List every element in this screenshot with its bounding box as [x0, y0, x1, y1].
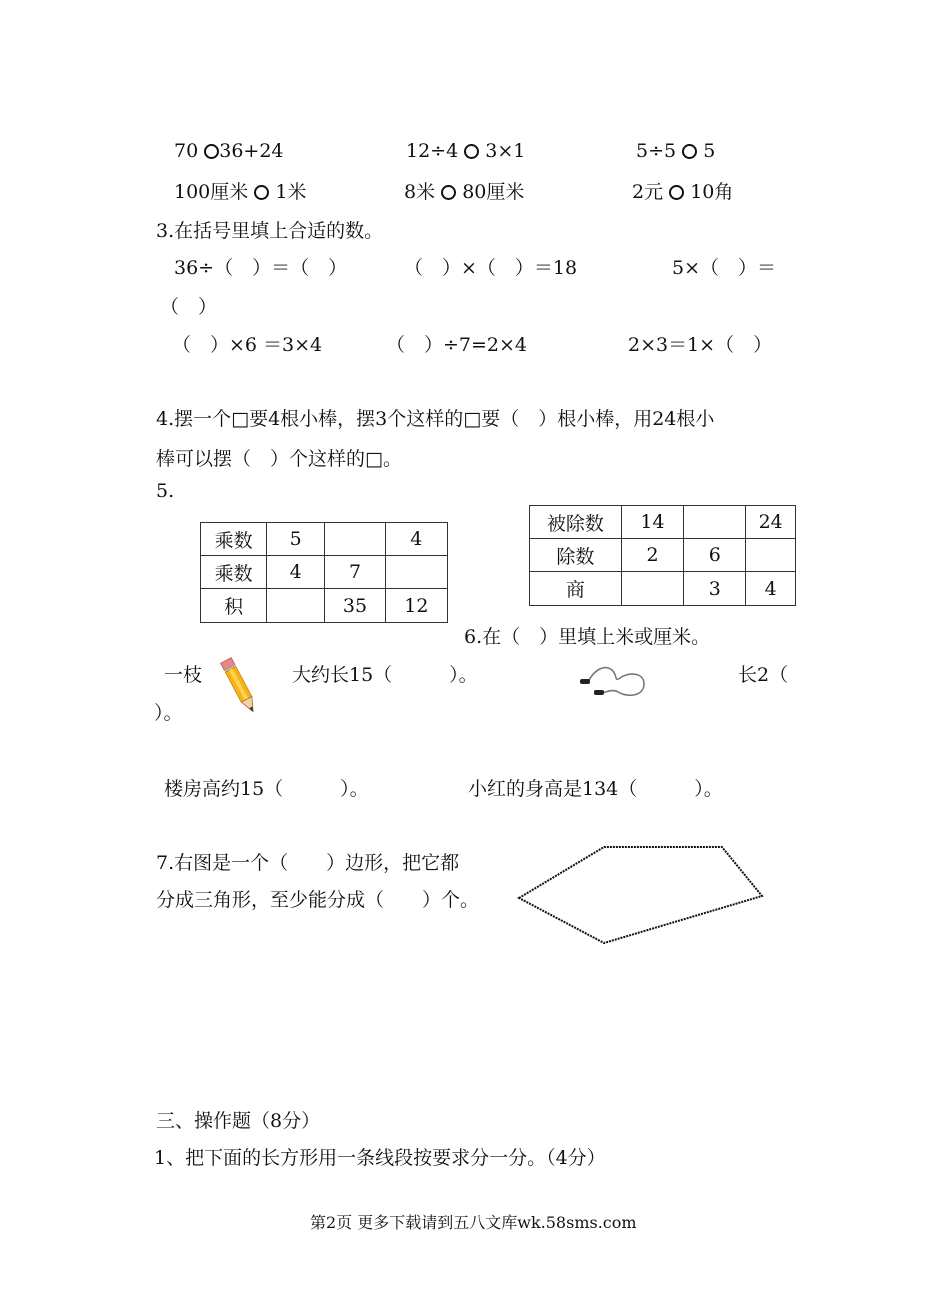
table-cell: 4	[746, 572, 796, 606]
table-cell[interactable]	[325, 523, 385, 556]
compare-circle[interactable]	[669, 185, 684, 200]
compare-circle[interactable]	[204, 144, 219, 159]
table-cell: 商	[530, 572, 622, 606]
compare-item	[636, 140, 715, 162]
table-cell: 4	[385, 523, 447, 556]
q3-item: 5×（ ）＝	[672, 257, 777, 279]
compare-right: 80厘米	[462, 181, 525, 203]
q3-item: 2×3＝1×（ ）	[628, 334, 773, 356]
table-cell: 35	[325, 589, 385, 623]
page-footer: 第2页 更多下载请到五八文库wk.58sms.com	[310, 1213, 637, 1232]
compare-left: 70	[174, 140, 199, 162]
pencil-icon	[220, 655, 260, 719]
table-cell[interactable]	[267, 589, 325, 623]
q3-item: （ ）÷7=2×4	[386, 334, 528, 356]
q3-item: （ ）×6 ＝3×4	[172, 334, 323, 356]
compare-left: 5÷5	[636, 140, 677, 162]
table-cell[interactable]	[746, 539, 796, 572]
compare-right: 3×1	[485, 140, 526, 162]
q6-pencil-prefix: 一枝	[164, 664, 203, 686]
compare-left: 12÷4	[406, 140, 459, 162]
compare-left: 2元	[632, 181, 664, 203]
compare-right: 1米	[275, 181, 307, 203]
table-cell: 3	[684, 572, 746, 606]
table-cell: 4	[267, 556, 325, 589]
table-cell[interactable]	[621, 572, 683, 606]
table-cell: 12	[385, 589, 447, 623]
q3-item: 36÷（ ）＝（ ）	[174, 257, 348, 279]
compare-right: 36+24	[219, 140, 284, 162]
compare-left: 8米	[404, 181, 436, 203]
section3-q1: 1、把下面的长方形用一条线段按要求分一分。（4分）	[154, 1147, 606, 1169]
table-cell: 14	[621, 506, 683, 539]
table-cell: 被除数	[530, 506, 622, 539]
table-cell: 积	[201, 589, 267, 623]
pentagon-figure	[510, 840, 770, 950]
compare-circle[interactable]	[441, 185, 456, 200]
compare-circle[interactable]	[682, 144, 697, 159]
table-cell: 乘数	[201, 556, 267, 589]
q6-rope-wrap: ）。	[154, 702, 183, 724]
earphone-cord-icon	[574, 660, 650, 704]
division-table	[529, 505, 796, 606]
table-cell: 24	[746, 506, 796, 539]
compare-item	[406, 140, 525, 162]
q6-building: 楼房高约15（ ）。	[164, 778, 369, 800]
table-cell[interactable]	[385, 556, 447, 589]
q7-line1: 7.右图是一个（ ）边形，把它都	[156, 852, 460, 874]
table-cell: 6	[684, 539, 746, 572]
q4-line2: 棒可以摆（ ）个这样的□。	[156, 448, 402, 470]
compare-circle[interactable]	[464, 144, 479, 159]
q3-item-wrap: （ ）	[160, 296, 218, 318]
q6-height: 小红的身高是134（ ）。	[468, 778, 723, 800]
multiplication-table	[200, 522, 448, 623]
q6-title: 6.在（ ）里填上米或厘米。	[464, 626, 711, 648]
compare-item	[632, 177, 733, 204]
q4-line1: 4.摆一个□要4根小棒，摆3个这样的□要（ ）根小棒，用24根小	[156, 408, 715, 430]
q3-item: （ ）×（ ）＝18	[404, 257, 578, 279]
compare-circle[interactable]	[254, 185, 269, 200]
table-cell[interactable]	[684, 506, 746, 539]
q6-pencil-suffix: 大约长15（ ）。	[292, 664, 478, 686]
compare-left: 100厘米	[174, 181, 249, 203]
q5-label: 5.	[156, 480, 175, 502]
table-cell: 5	[267, 523, 325, 556]
compare-item	[404, 177, 524, 204]
compare-right: 5	[703, 140, 716, 162]
table-cell: 7	[325, 556, 385, 589]
compare-item	[174, 140, 284, 162]
table-cell: 2	[621, 539, 683, 572]
q6-rope-suffix: 长2（	[738, 664, 789, 686]
compare-item	[174, 177, 306, 204]
compare-right: 10角	[690, 181, 734, 203]
table-cell: 乘数	[201, 523, 267, 556]
q7-line2: 分成三角形，至少能分成（ ）个。	[156, 889, 480, 911]
section3-title: 三、操作题（8分）	[156, 1110, 321, 1132]
q3-title: 3.在括号里填上合适的数。	[156, 220, 384, 242]
table-cell: 除数	[530, 539, 622, 572]
